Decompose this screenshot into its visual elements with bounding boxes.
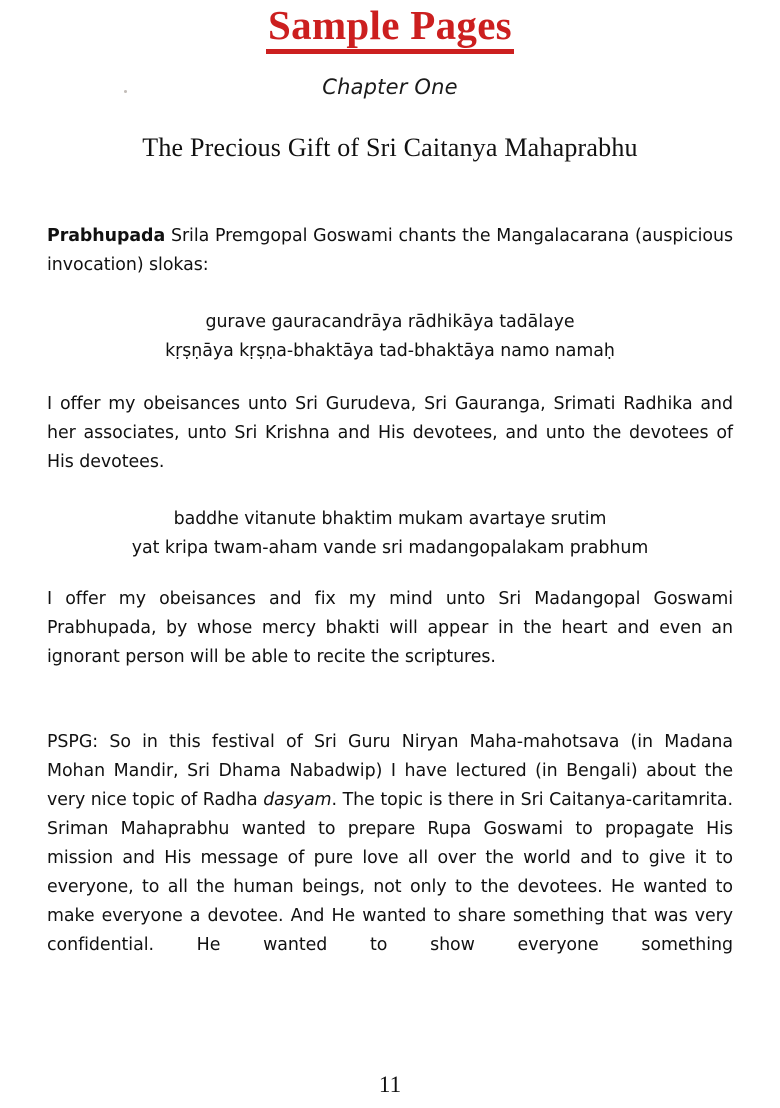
intro-paragraph-rest: Srila Premgopal Goswami chants the Mangalacarana (auspicious invocation) slokas: [47, 226, 733, 275]
lecture-paragraph [47, 728, 733, 960]
spacer [47, 280, 733, 308]
verse-two-line-2: yat kripa twam-aham vande sri madangopalakam prabhum [131, 538, 649, 558]
lecture-text-part-2: . The topic is there in Sri Caitanya-caritamrita. Sriman Mahaprabhu wanted to prepare Rupa Goswami to propagate His mission and His message of pure love all over the world and to give it to everyone, to all the human beings, not only to the devotees. He wanted to make everyone a devotee. And He wanted to share something that was very confidential. He wanted to show everyone something [47, 790, 733, 955]
spacer [47, 366, 733, 390]
spacer [47, 563, 733, 585]
scan-speck-artifact [124, 90, 127, 93]
chapter-title: The Precious Gift of Sri Caitanya Mahaprabhu [142, 133, 638, 162]
title-underline-rule [266, 49, 514, 54]
body-content [47, 222, 733, 960]
page-number: 11 [378, 1072, 402, 1097]
page-title [0, 0, 780, 54]
page-title-text: Sample Pages [268, 2, 512, 48]
lecture-emphasis-term: dasyam [263, 790, 332, 810]
lecture-text-part-1: PSPG: So in this festival of Sri Guru Niryan Maha-mahotsava (in Madana Mohan Mandir, Sri Dhama Nabadwip) I have lectured (in Bengali) about the very nice topic of Radha [47, 732, 733, 810]
verse-one-line-1: gurave gauracandrāya rādhikāya tadālaye [205, 312, 575, 332]
verse-one-line-2: kṛṣṇāya kṛṣṇa-bhaktāya tad-bhaktāya namo namaḥ [165, 341, 615, 361]
verse-two-line-1: baddhe vitanute bhaktim mukam avartaye srutim [173, 509, 607, 529]
intro-paragraph [47, 222, 733, 280]
intro-lead-name: Prabhupada [47, 226, 166, 246]
spacer [47, 477, 733, 505]
translation-one-paragraph: I offer my obeisances unto Sri Gurudeva, Sri Gauranga, Srimati Radhika and her associates, unto Sri Krishna and His devotees, and unto the devotees of His devotees. [47, 394, 733, 472]
translation-two-paragraph: I offer my obeisances and fix my mind unto Sri Madangopal Goswami Prabhupada, by whose mercy bhakti will appear in the heart and even an ignorant person will be able to recite the scriptures. [47, 589, 733, 667]
spacer [47, 672, 733, 728]
chapter-label: Chapter One [322, 75, 458, 99]
